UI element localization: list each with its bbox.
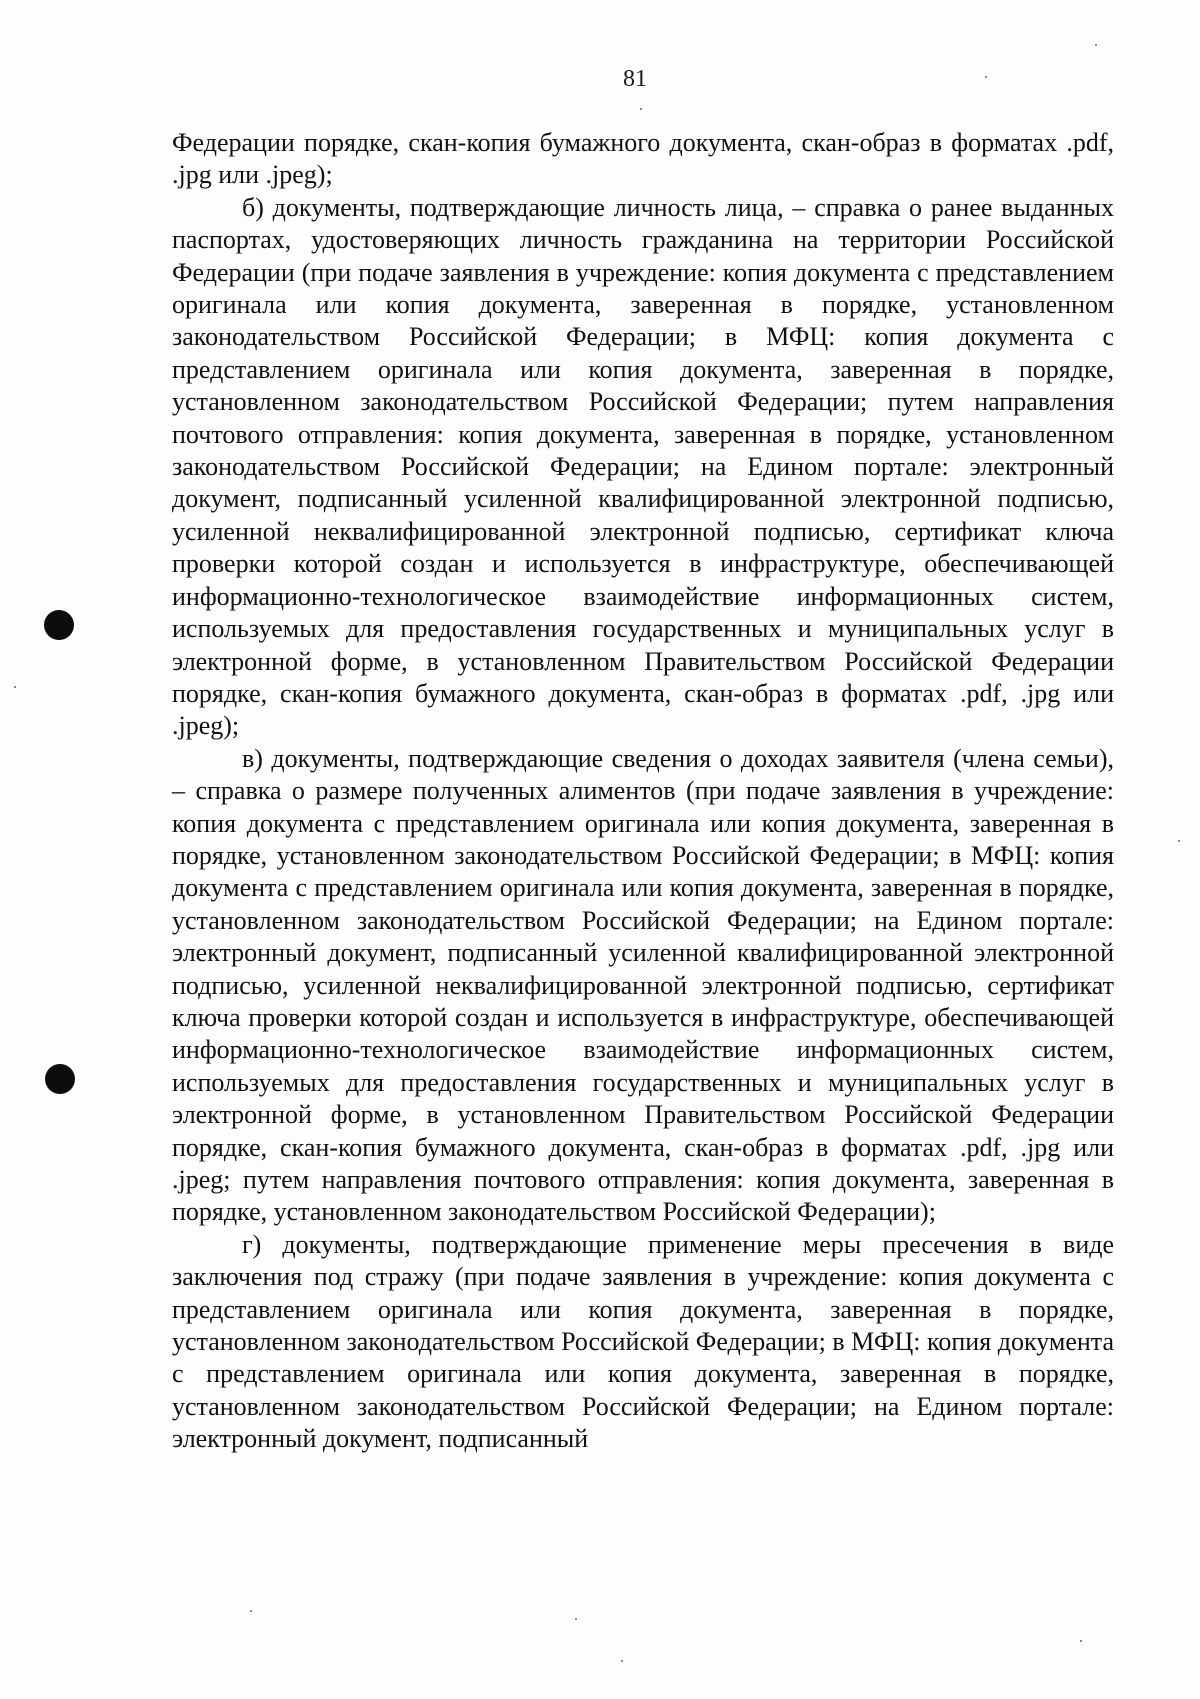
- scan-speck: [985, 76, 987, 78]
- scan-speck: [640, 108, 642, 110]
- scan-speck: [1178, 840, 1180, 842]
- punch-hole-upper: [44, 610, 74, 640]
- punch-hole-lower: [45, 1064, 75, 1094]
- scan-speck: [575, 1618, 577, 1620]
- paragraph-item-g: г) документы, подтверждающие применение меры пресечения в виде заключения под стражу (при подаче заявления в учреждение: копия документа с представлением оригинала или копия документа, заверенная в порядке, установленном законодательством Российской Федерации; в МФЦ: копия документа с представлением оригинала или копия документа, заверенная в порядке, установленном законодательством Российской Федерации; на Едином портале: электронный документ, подписанный: [172, 1229, 1114, 1454]
- page-number: 81: [623, 66, 647, 92]
- document-body: [172, 127, 1114, 1456]
- scan-speck: [14, 686, 16, 688]
- paragraph-item-b: б) документы, подтверждающие личность лица, – справка о ранее выданных паспортах, удостоверяющих личность гражданина на территории Российской Федерации (при подаче заявления в учреждение: копия документа с представлением оригинала или копия документа, заверенная в порядке, установленном законодательством Российской Федерации; в МФЦ: копия документа с представлением оригинала или копия документа, заверенная в порядке, установленном законодательством Российской Федерации; путем направления почтового отправления: копия документа, заверенная в порядке, установленном законодательством Российской Федерации; на Едином портале: электронный документ, подписанный усиленной квалифицированной электронной подписью, усиленной неквалифицированной электронной подписью, сертификат ключа проверки которой создан и используется в инфраструктуре, обеспечивающей информационно-технологическое взаимодействие информационных систем, используемых для предоставления государственных и муниципальных услуг в электронной форме, в установленном Правительством Российской Федерации порядке, скан-копия бумажного документа, скан-образ в форматах .pdf, .jpg или .jpeg);: [172, 192, 1114, 741]
- paragraph-continuation: Федерации порядке, скан-копия бумажного документа, скан-образ в форматах .pdf, .jpg или .jpeg);: [172, 128, 1114, 190]
- scan-speck: [250, 1610, 252, 1612]
- scan-speck: [1080, 1640, 1082, 1642]
- scan-speck: [1095, 44, 1097, 46]
- paragraph-item-v: в) документы, подтверждающие сведения о доходах заявителя (члена семьи), – справка о размере полученных алиментов (при подаче заявления в учреждение: копия документа с представлением оригинала или копия документа, заверенная в порядке, установленном законодательством Российской Федерации; в МФЦ: копия документа с представлением оригинала или копия документа, заверенная в порядке, установленном законодательством Российской Федерации; на Едином портале: электронный документ, подписанный усиленной квалифицированной электронной подписью, усиленной неквалифицированной электронной подписью, сертификат ключа проверки которой создан и используется в инфраструктуре, обеспечивающей информационно-технологическое взаимодействие информационных систем, используемых для предоставления государственных и муниципальных услуг в электронной форме, в установленном Правительством Российской Федерации порядке, скан-копия бумажного документа, скан-образ в форматах .pdf, .jpg или .jpeg; путем направления почтового отправления: копия документа, заверенная в порядке, установленном законодательством Российской Федерации);: [172, 743, 1114, 1227]
- scan-speck: [621, 1660, 623, 1662]
